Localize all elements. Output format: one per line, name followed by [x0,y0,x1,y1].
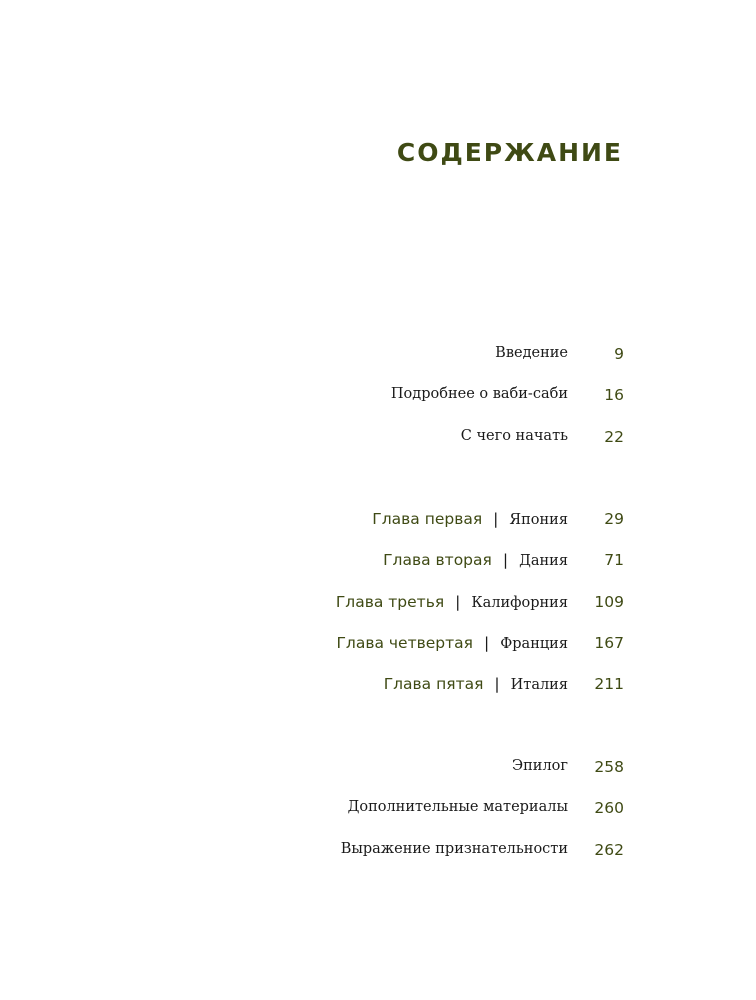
toc-entry-chapter-1 [0,510,756,534]
entry-title: Дания [519,553,568,569]
page-title: СОДЕРЖАНИЕ [396,138,623,167]
toc-entry-chapter-3 [0,593,756,617]
page-number: 167 [594,634,624,652]
toc-entry-introduction [0,345,756,369]
entry-title: Италия [510,677,568,693]
separator: | [484,634,490,652]
page-number: 260 [594,799,624,817]
separator: | [455,593,461,611]
toc-entry-additional-materials [0,799,756,823]
toc-entry-chapter-4 [0,634,756,658]
entry-title: Франция [500,636,568,652]
page-number: 211 [594,675,624,693]
chapter-label: Глава первая [372,510,483,528]
page-number: 22 [604,428,624,446]
toc-entry-about-wabi-sabi [0,386,756,410]
separator: | [493,510,499,528]
chapter-label: Глава пятая [383,675,484,693]
chapter-label: Глава четвертая [336,634,473,652]
page-number: 16 [604,386,624,404]
separator: | [494,675,500,693]
entry-title: Калифорния [471,595,568,611]
toc-entry-chapter-2 [0,551,756,575]
toc-entry-epilogue [0,758,756,782]
entry-title: Подробнее о ваби-саби [390,386,568,402]
page-number: 109 [594,593,624,611]
toc-entry-chapter-5 [0,675,756,699]
page-number: 9 [614,345,624,363]
page-number: 262 [594,841,624,859]
entry-title: Эпилог [512,758,568,774]
page-number: 71 [604,551,624,569]
entry-title: Дополнительные материалы [347,799,568,815]
entry-title: Япония [509,512,568,528]
toc-entry-where-to-start [0,428,756,452]
chapter-label: Глава вторая [383,551,492,569]
entry-title: Выражение признательности [340,841,568,857]
toc-entry-acknowledgements [0,841,756,865]
page-number: 258 [594,758,624,776]
page-number: 29 [604,510,624,528]
separator: | [502,551,509,569]
chapter-label: Глава третья [335,593,445,611]
entry-title: С чего начать [460,428,568,444]
entry-title: Введение [495,345,568,361]
